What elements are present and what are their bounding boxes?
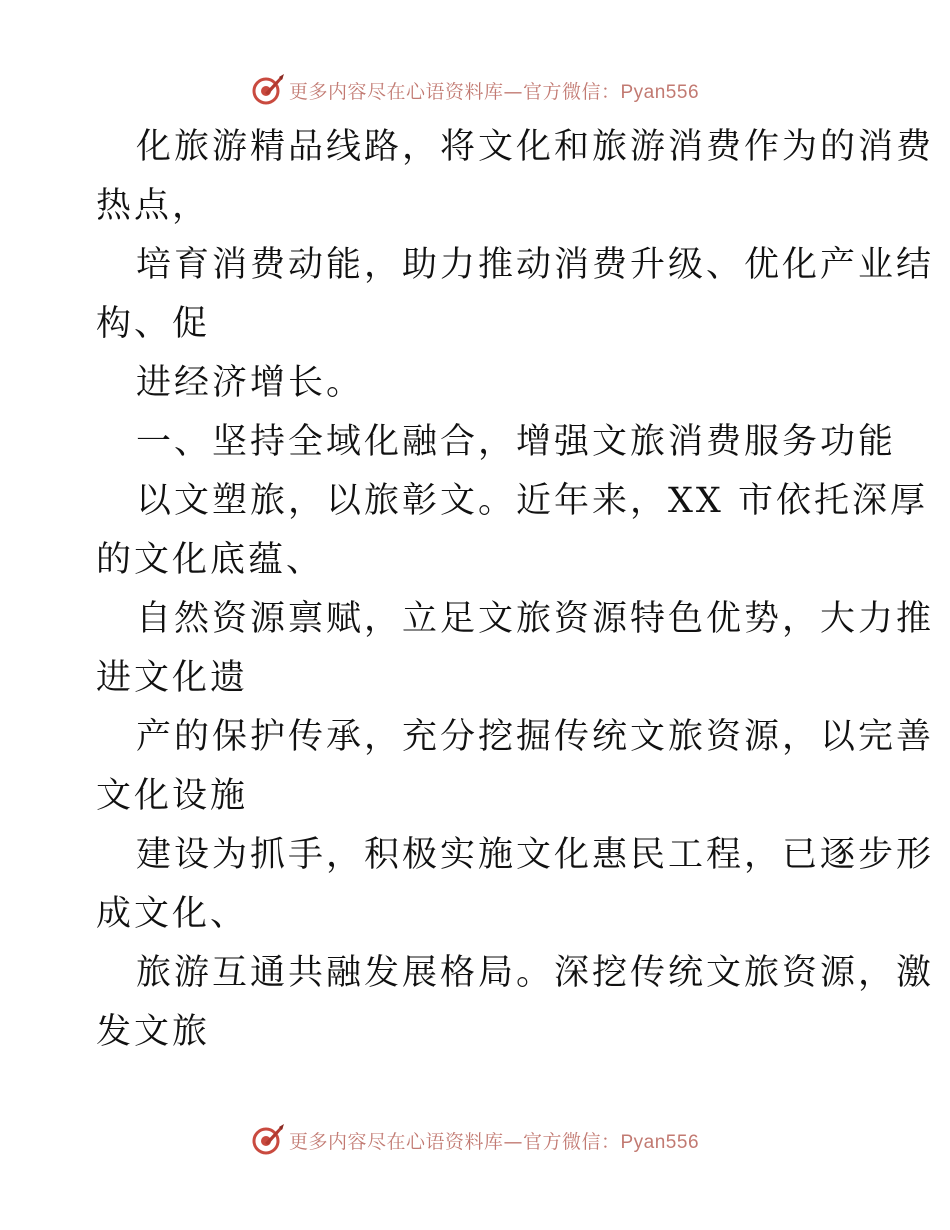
text-line: 自然资源禀赋，立足文旅资源特色优势，大力推 [136, 599, 935, 639]
footer-watermark [0, 1120, 950, 1160]
quill-logo-icon [251, 73, 285, 107]
text-line: 旅游互通共融发展格局。深挖传统文旅资源，激 [136, 953, 935, 993]
text-line: 发文旅 [96, 1012, 211, 1052]
text-line: 培育消费动能，助力推动消费升级、优化产业结 [136, 245, 935, 285]
text-line: 一、坚持全域化融合，增强文旅消费服务功能 [136, 422, 897, 462]
text-line: 化旅游精品线路，将文化和旅游消费作为的消费 [136, 127, 935, 167]
text-line: 文化设施 [96, 776, 249, 816]
quill-logo-icon [251, 1123, 285, 1157]
text-line: 产的保护传承，充分挖掘传统文旅资源，以完善 [136, 717, 935, 757]
text-line: 热点， [96, 186, 211, 226]
text-line: 进经济增长。 [136, 363, 365, 403]
header-watermark [0, 70, 950, 110]
text-line: 的文化底蕴、 [96, 540, 325, 580]
watermark-text: 更多内容尽在心语资料库—官方微信：Pyan556 [288, 80, 700, 103]
text-line: 以文塑旅，以旅彰文。近年来，XX 市依托深厚 [136, 481, 928, 521]
text-line: 建设为抓手，积极实施文化惠民工程，已逐步形 [136, 835, 935, 875]
text-line: 成文化、 [96, 894, 249, 934]
text-line: 进文化遗 [96, 658, 249, 698]
watermark-text: 更多内容尽在心语资料库—官方微信：Pyan556 [288, 1130, 700, 1153]
document-body [96, 118, 935, 1062]
text-line: 构、促 [96, 304, 211, 344]
